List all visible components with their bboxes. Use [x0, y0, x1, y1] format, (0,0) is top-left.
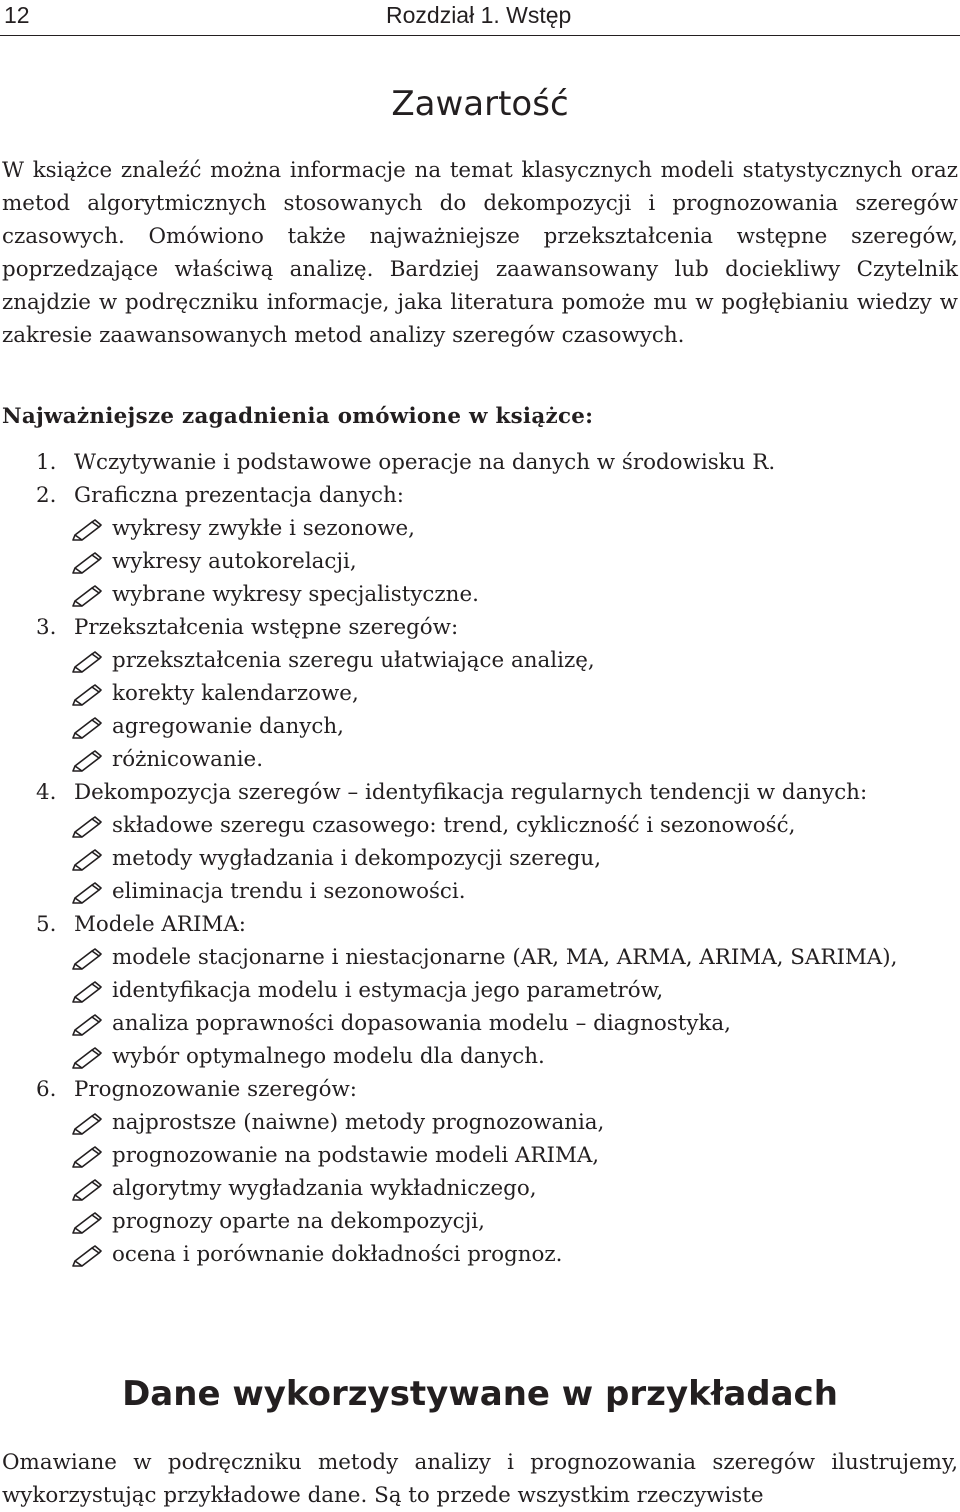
subitem-text: agregowanie danych,	[112, 714, 344, 739]
topic-title: Przekształcenia wstępne szeregów:	[74, 615, 459, 640]
topics-heading: Najważniejsze zagadnienia omówione w książce:	[2, 404, 594, 429]
topic-subitems	[0, 644, 960, 776]
pencil-icon	[72, 877, 102, 907]
topic-number: 5.	[36, 912, 57, 937]
topic-title: Wczytywanie i podstawowe operacje na danych w środowisku R.	[74, 450, 776, 475]
topic-subitems	[0, 809, 960, 908]
subitem	[0, 644, 960, 677]
pencil-icon	[72, 1009, 102, 1039]
data-paragraph: Omawiane w podręczniku metody analizy i prognozowania szeregów ilustrujemy, wykorzystując przykładowe dane. Są to przede wszystkim rzeczywiste	[2, 1450, 958, 1508]
subitem-text: wybrane wykresy specjalistyczne.	[112, 582, 479, 607]
pencil-icon	[72, 514, 102, 544]
subitem	[0, 809, 960, 842]
subitem	[0, 1238, 960, 1271]
topic-heading	[0, 1073, 960, 1106]
pencil-icon	[72, 580, 102, 610]
subitem	[0, 545, 960, 578]
section-title-data: Dane wykorzystywane w przykładach	[122, 1374, 838, 1414]
topic-item	[0, 611, 960, 776]
topic-number: 1.	[36, 450, 57, 475]
topic-number: 2.	[36, 483, 57, 508]
topic-heading	[0, 776, 960, 809]
topic-item	[0, 446, 960, 479]
pencil-icon	[72, 943, 102, 973]
subitem-text: prognozy oparte na dekompozycji,	[112, 1209, 485, 1234]
topic-title: Dekompozycja szeregów – identyfikacja regularnych tendencji w danych:	[74, 780, 868, 805]
topic-heading	[0, 611, 960, 644]
subitem-text: najprostsze (naiwne) metody prognozowania,	[112, 1110, 605, 1135]
chapter-title: Rozdział 1. Wstęp	[386, 2, 572, 28]
topic-subitems	[0, 1106, 960, 1271]
topic-heading	[0, 479, 960, 512]
subitem-text: składowe szeregu czasowego: trend, cykliczność i sezonowość,	[112, 813, 796, 838]
pencil-icon	[72, 1141, 102, 1171]
subitem-text: modele stacjonarne i niestacjonarne (AR, MA, ARMA, ARIMA, SARIMA),	[112, 945, 898, 970]
subitem	[0, 1106, 960, 1139]
subitem	[0, 743, 960, 776]
pencil-icon	[72, 745, 102, 775]
subitem	[0, 578, 960, 611]
running-head	[0, 0, 960, 30]
pencil-icon	[72, 844, 102, 874]
topic-number: 3.	[36, 615, 57, 640]
topic-title: Modele ARIMA:	[74, 912, 246, 937]
page-number: 12	[4, 2, 30, 28]
subitem	[0, 1205, 960, 1238]
section-title-contents: Zawartość	[391, 84, 569, 124]
pencil-icon	[72, 1240, 102, 1270]
subitem	[0, 974, 960, 1007]
subitem	[0, 1172, 960, 1205]
pencil-icon	[72, 811, 102, 841]
subitem-text: metody wygładzania i dekompozycji szeregu,	[112, 846, 602, 871]
intro-paragraph: W książce znaleźć można informacje na temat klasycznych modeli statystycznych oraz metod algorytmicznych stosowanych do dekompozycji i prognozowania szeregów czasowych. Omówiono także najważniejsze przekształcenia wstępne szeregów, poprzedzające właściwą analizę. Bardziej zaawansowany lub dociekliwy Czytelnik znajdzie w podręczniku informacje, jaka literatura pomoże mu w pogłębianiu wiedzy w zakresie zaawansowanych metod analizy szeregów czasowych.	[2, 158, 958, 348]
topic-item	[0, 1073, 960, 1271]
topic-title: Prognozowanie szeregów:	[74, 1077, 358, 1102]
subitem	[0, 512, 960, 545]
pencil-icon	[72, 1108, 102, 1138]
subitem-text: korekty kalendarzowe,	[112, 681, 359, 706]
pencil-icon	[72, 547, 102, 577]
topic-item	[0, 776, 960, 908]
subitem-text: algorytmy wygładzania wykładniczego,	[112, 1176, 537, 1201]
topic-heading	[0, 446, 960, 479]
subitem-text: różnicowanie.	[112, 747, 263, 772]
topics-list	[0, 446, 960, 1271]
subitem	[0, 875, 960, 908]
subitem-text: identyfikacja modelu i estymacja jego parametrów,	[112, 978, 664, 1003]
pencil-icon	[72, 1042, 102, 1072]
subitem	[0, 1040, 960, 1073]
topic-title: Graficzna prezentacja danych:	[74, 483, 404, 508]
pencil-icon	[72, 712, 102, 742]
subitem-text: ocena i porównanie dokładności prognoz.	[112, 1242, 563, 1267]
subitem-text: prognozowanie na podstawie modeli ARIMA,	[112, 1143, 600, 1168]
subitem-text: wykresy autokorelacji,	[112, 549, 357, 574]
subitem	[0, 842, 960, 875]
topic-heading	[0, 908, 960, 941]
subitem-text: przekształcenia szeregu ułatwiające analizę,	[112, 648, 595, 673]
subitem	[0, 1007, 960, 1040]
subitem	[0, 677, 960, 710]
topic-subitems	[0, 941, 960, 1073]
topic-item	[0, 908, 960, 1073]
pencil-icon	[72, 1174, 102, 1204]
subitem-text: wybór optymalnego modelu dla danych.	[112, 1044, 545, 1069]
topic-number: 4.	[36, 780, 57, 805]
pencil-icon	[72, 1207, 102, 1237]
subitem	[0, 941, 960, 974]
topic-subitems	[0, 512, 960, 611]
header-rule	[0, 35, 960, 36]
subitem-text: eliminacja trendu i sezonowości.	[112, 879, 466, 904]
subitem	[0, 710, 960, 743]
pencil-icon	[72, 679, 102, 709]
pencil-icon	[72, 646, 102, 676]
pencil-icon	[72, 976, 102, 1006]
subitem-text: analiza poprawności dopasowania modelu – diagnostyka,	[112, 1011, 731, 1036]
topic-item	[0, 479, 960, 611]
subitem-text: wykresy zwykłe i sezonowe,	[112, 516, 415, 541]
topic-number: 6.	[36, 1077, 57, 1102]
subitem	[0, 1139, 960, 1172]
